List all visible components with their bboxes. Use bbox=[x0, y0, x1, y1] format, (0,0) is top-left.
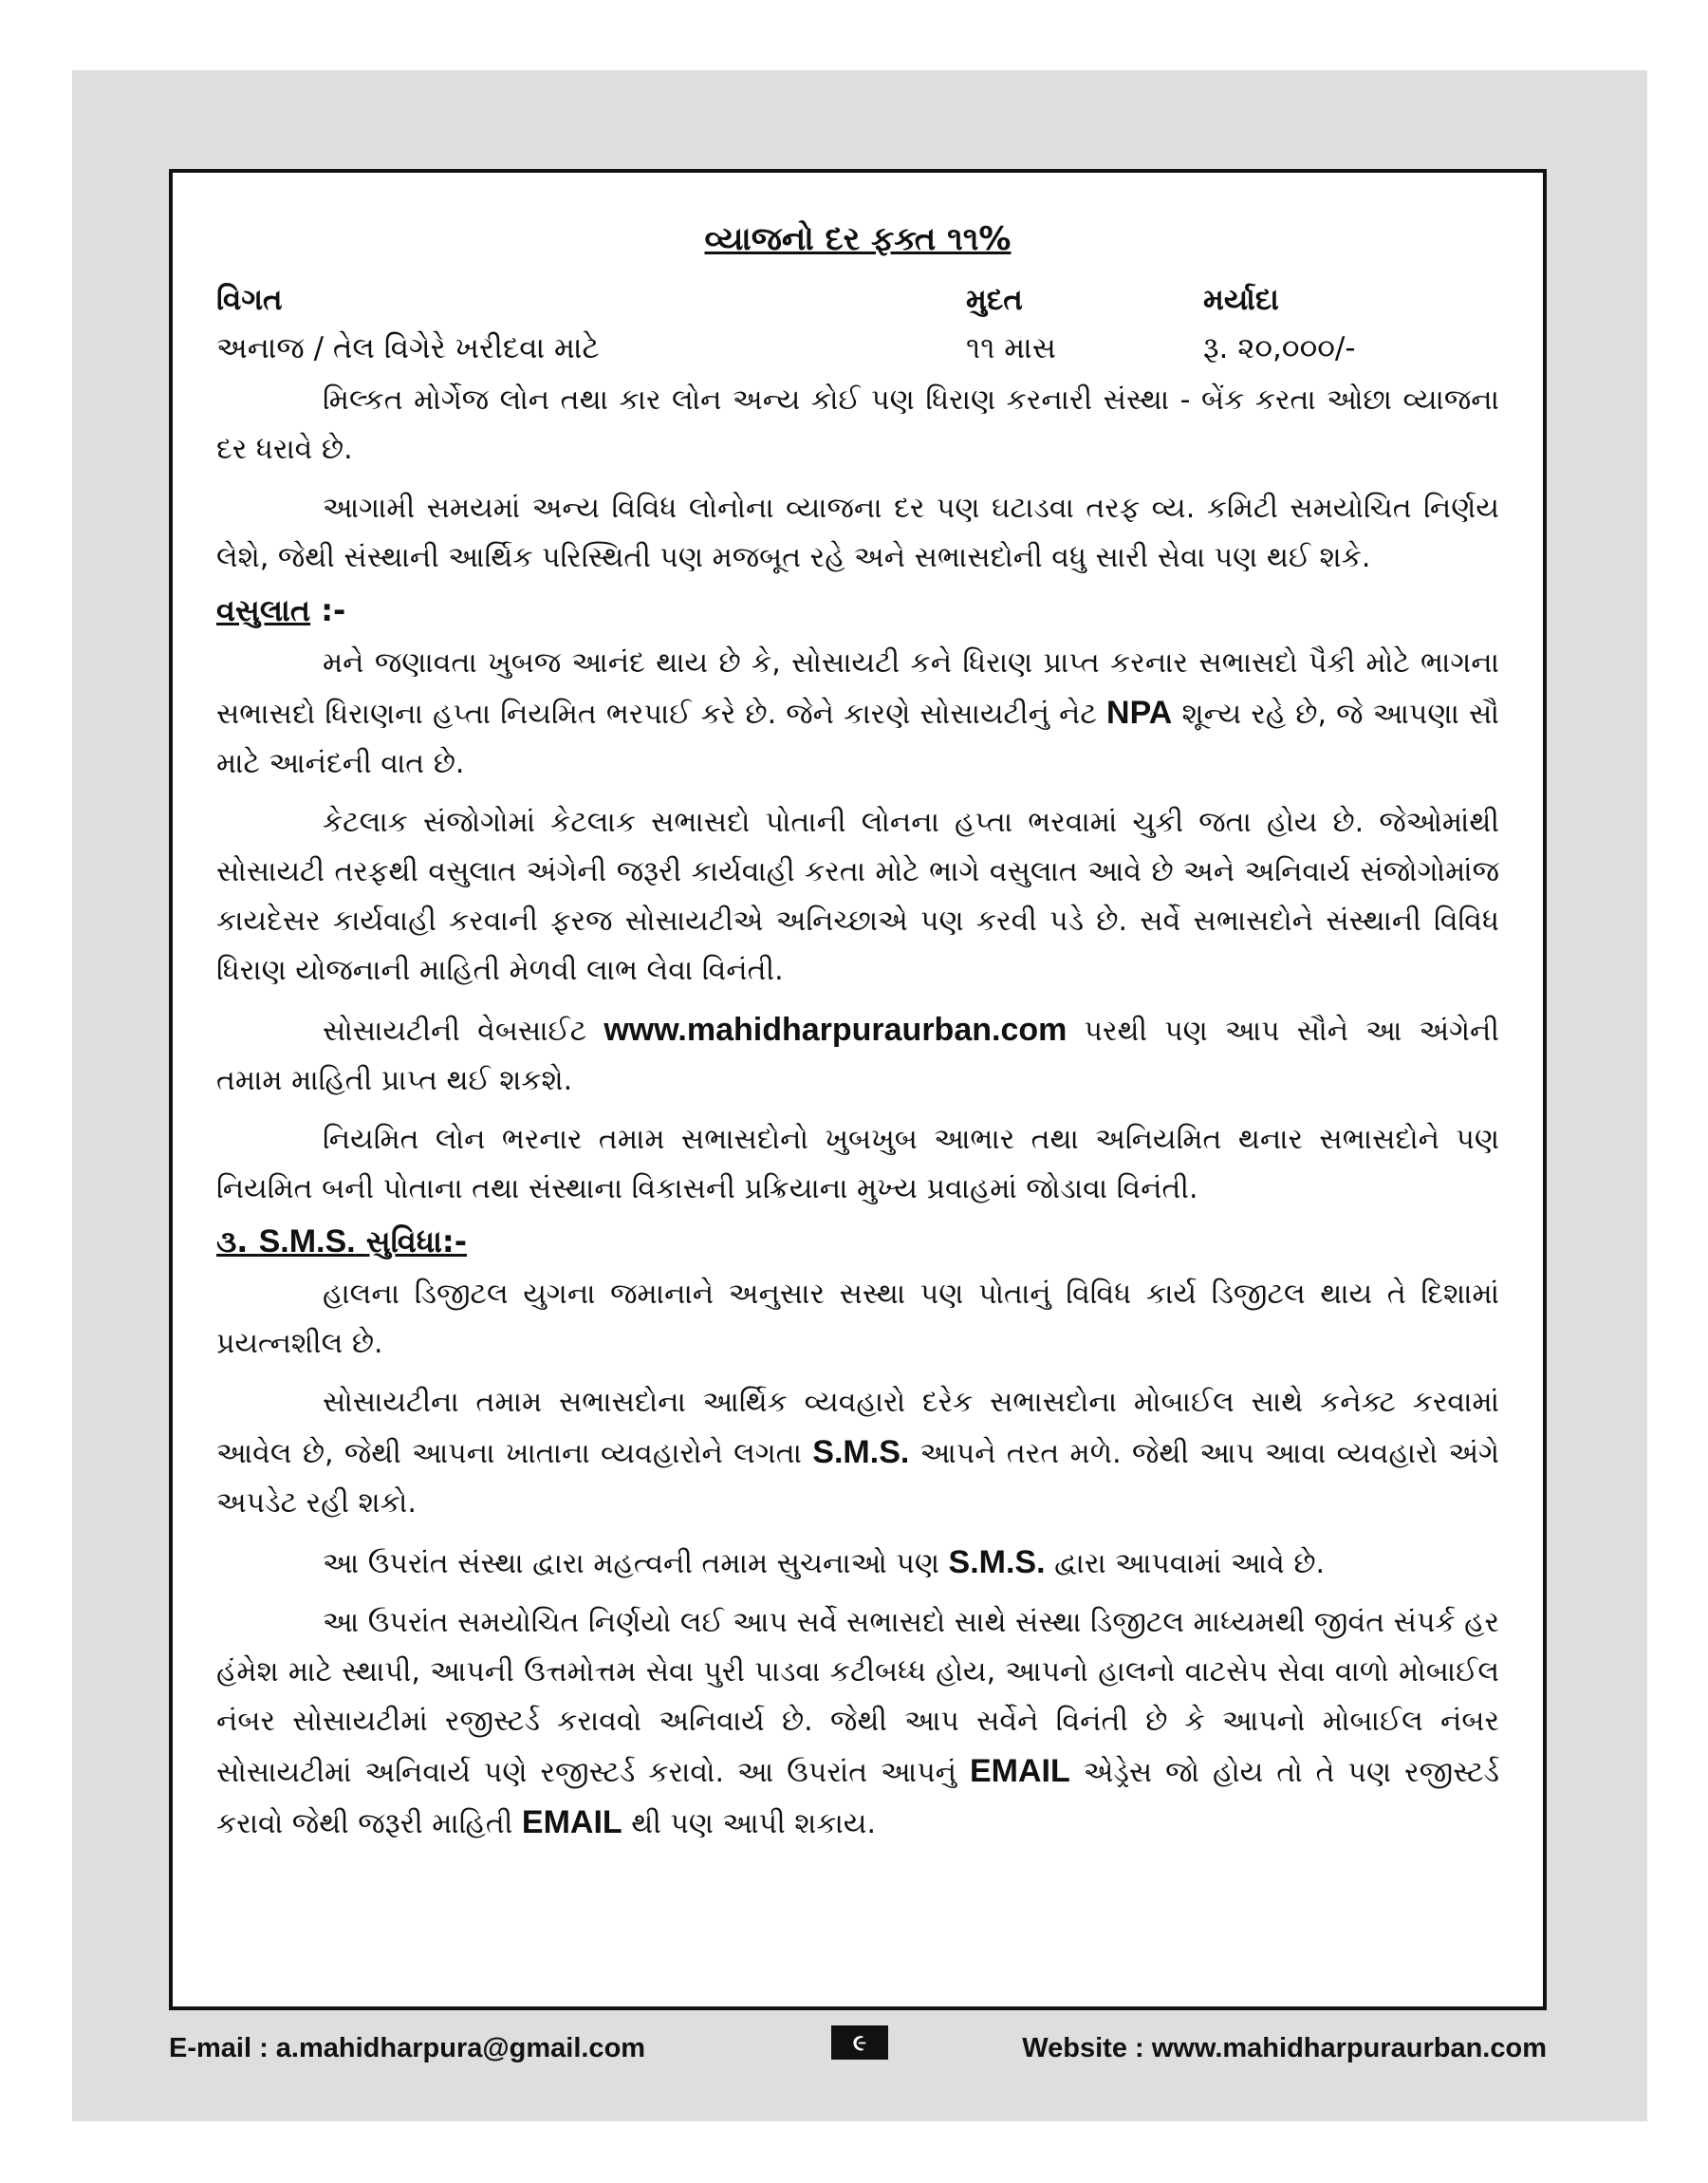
recovery-heading-suffix: :- bbox=[310, 592, 346, 628]
sms-p4-text-a: આ ઉપરાંત સમયોચિત નિર્ણયો લઈ આપ સર્વે સભાસદો સાથે સંસ્થા ડિજીટલ માધ્યમથી જીવંત સંપર્ક હર હંમેશ માટે સ્થાપી, આપની ઉત્તમોત્તમ સેવા પુરી પાડવા કટીબધ્ધ હોય, આપનો હાલનો વાટસેપ સેવા વાળો મોબાઈલ નંબર સોસાયટીમાં રજીસ્ટર્ડ કરાવવો અનિવાર્ય છે. જેથી આપ સર્વેને વિનંતી છે કે આપનો મોબાઈલ નંબર સોસાયટીમાં અનિવાર્ય પણે રજીસ્ટર્ડ કરાવો. આ ઉપરાંત આપનું bbox=[216, 1606, 1499, 1789]
interest-rate-title: વ્યાજનો દર ફક્ત ૧૧% bbox=[704, 220, 1012, 258]
sms-heading-gujarati: સુવિધા:- bbox=[365, 1223, 467, 1259]
cell-limit: રૂ. ૨૦,૦૦૦/- bbox=[1203, 331, 1356, 365]
cell-term: ૧૧ માસ bbox=[966, 331, 1056, 365]
website-link[interactable]: www.mahidharpuraurban.com bbox=[603, 1012, 1068, 1048]
recovery-paragraph-2: કેટલાક સંજોગોમાં કેટલાક સભાસદો પોતાની લોનના હપ્તા ભરવામાં ચુકી જતા હોય છે. જેઓમાંથી સોસાયટી તરફથી વસુલાત અંગેની જરૂરી કાર્યવાહી કરતા મોટે ભાગે વસુલાત આવે છે અને અનિવાર્ય સંજોગોમાંજ કાયદેસર કાર્યવાહી કરવાની ફરજ સોસાયટીએ અનિચ્છાએ પણ કરવી પડે છે. સર્વે સભાસદોને સંસ્થાની વિવિધ ધિરાણ યોજનાની માહિતી મેળવી લાભ લેવા વિનંતી. bbox=[216, 806, 1499, 987]
content-box bbox=[169, 169, 1547, 2010]
sms-p2-text-b: આપને તરત મળે. જેથી આપ આવા વ્યવહારો અંગે અપડેટ રહી શકો. bbox=[216, 1437, 1499, 1520]
sms-p3-text-b: દ્વારા આપવામાં આવે છે. bbox=[1045, 1547, 1326, 1580]
interest-paragraph-2: આગામી સમયમાં અન્ય વિવિધ લોનોના વ્યાજના દર પણ ઘટાડવા તરફ વ્ય. કમિટી સમયોચિત નિર્ણય લેશે, જેથી સંસ્થાની આર્થિક પરિસ્થિતી પણ મજબૂત રહે અને સભાસદોની વધુ સારી સેવા પણ થઈ શકે. bbox=[216, 492, 1499, 574]
sms-paragraph-2 bbox=[216, 1378, 1499, 1528]
npa-label: NPA bbox=[1106, 695, 1173, 731]
footer-website[interactable]: Website : www.mahidharpuraurban.com bbox=[1022, 2033, 1547, 2063]
col-header-term: મુદત bbox=[966, 283, 1023, 317]
recovery-p3-text-a: સોસાયટીની વેબસાઈટ bbox=[323, 1015, 604, 1048]
sms-label: S.M.S. bbox=[948, 1544, 1046, 1580]
sms-p3-text-a: આ ઉપરાંત સંસ્થા દ્વારા મહત્વની તમામ સુચનાઓ પણ bbox=[323, 1547, 949, 1580]
recovery-heading-text: વસુલાત bbox=[216, 592, 311, 628]
email-label: EMAIL bbox=[970, 1753, 1070, 1789]
loan-table bbox=[216, 283, 1499, 366]
sms-paragraph-3 bbox=[216, 1538, 1499, 1589]
col-header-limit: મર્યાદા bbox=[1203, 283, 1279, 317]
email-label: EMAIL bbox=[521, 1804, 622, 1840]
recovery-heading bbox=[216, 592, 1499, 629]
recovery-paragraph-3 bbox=[216, 1005, 1499, 1106]
col-header-details: વિગત bbox=[216, 283, 283, 317]
recovery-p1-text-a: મને જણાવતા ખુબજ આનંદ થાય છે કે, સોસાયટી કને ધિરાણ પ્રાપ્ત કરનાર સભાસદો પૈકી મોટે ભાગના સભાસદો ધિરાણના હપ્તા નિયમિત ભરપાઈ કરે છે. જેને કારણે સોસાયટીનું નેટ bbox=[216, 646, 1499, 731]
cell-details: અનાજ / તેલ વિગેરે ખરીદવા માટે bbox=[216, 331, 600, 365]
sms-p4-text-b: એડ્રેસ જો હોય તો તે પણ રજીસ્ટર્ડ કરાવો જેથી જરૂરી માહિતી bbox=[216, 1756, 1500, 1840]
recovery-paragraph-1 bbox=[216, 639, 1499, 789]
sms-heading-latin: S.M.S. bbox=[258, 1223, 356, 1259]
sms-heading-number: ૩. bbox=[216, 1223, 249, 1259]
sms-p2-text-a: સોસાયટીના તમામ સભાસદોના આર્થિક વ્યવહારો દરેક સભાસદોના મોબાઈલ સાથે કનેક્ટ કરવામાં આવેલ છે, જેથી આપના ખાતાના વ્યવહારોને લગતા bbox=[216, 1386, 1499, 1470]
page-number: ૯ bbox=[831, 2025, 888, 2060]
recovery-p3-text-b: પરથી પણ આપ સૌને આ અંગેની તમામ માહિતી પ્રાપ્ત થઈ શકશે. bbox=[216, 1015, 1499, 1097]
interest-paragraph-1: મિલ્કત મોર્ગેજ લોન તથા કાર લોન અન્ય કોઈ પણ ધિરાણ કરનારી સંસ્થા - બેંક કરતા ઓછા વ્યાજના દર ધરાવે છે. bbox=[216, 383, 1499, 466]
recovery-paragraph-4: નિયમિત લોન ભરનાર તમામ સભાસદોનો ખુબખુબ આભાર તથા અનિયમિત થનાર સભાસદોને પણ નિયમિત બની પોતાના તથા સંસ્થાના વિકાસની પ્રક્રિયાના મુખ્ય પ્રવાહમાં જોડાવા વિનંતી. bbox=[216, 1123, 1499, 1205]
sms-paragraph-4 bbox=[216, 1598, 1499, 1849]
recovery-p1-text-b: શૂન્ય રહે છે, જે આપણા સૌ માટે આનંદની વાત છે. bbox=[216, 698, 1500, 780]
sms-heading-underlined bbox=[216, 1223, 467, 1259]
sms-heading bbox=[216, 1223, 1499, 1260]
page-footer bbox=[169, 2025, 1547, 2075]
sms-p4-text-c: થી પણ આપી શકાય. bbox=[622, 1807, 877, 1840]
footer-email[interactable]: E-mail : a.mahidharpura@gmail.com bbox=[169, 2033, 646, 2063]
sms-paragraph-1: હાલના ડિજીટલ યુગના જમાનાને અનુસાર સસ્થા પણ પોતાનું વિવિધ કાર્ય ડિજીટલ થાય તે દિશામાં પ્રયત્નશીલ છે. bbox=[216, 1278, 1499, 1360]
sms-label: S.M.S. bbox=[812, 1434, 910, 1470]
